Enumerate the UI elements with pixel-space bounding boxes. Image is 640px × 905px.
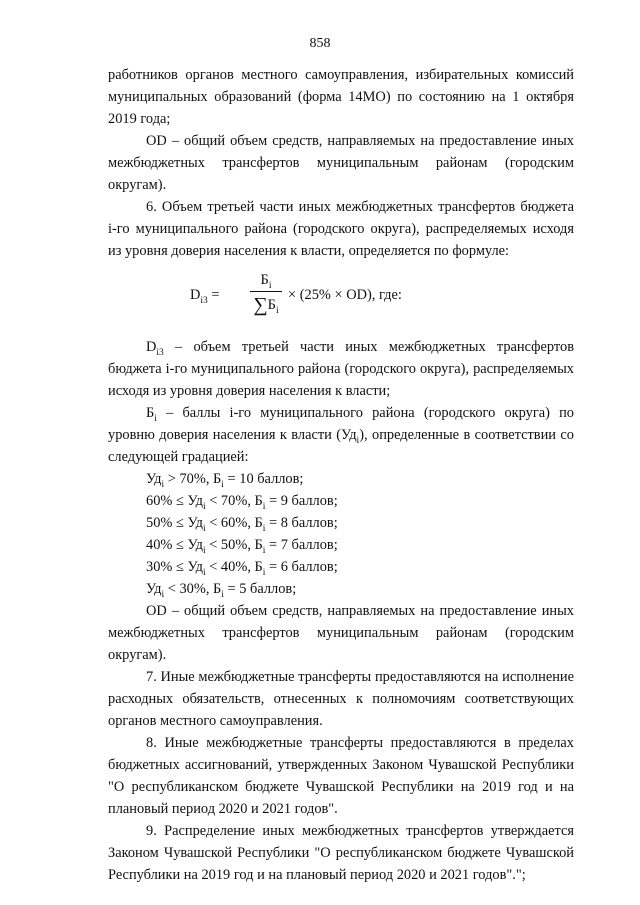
page-number: 858 — [309, 36, 331, 51]
gradation-line: $40\% \le Уд_i < 50\%$, $Б_i = 7$ баллов; — [146, 537, 338, 556]
gradation-line: $Уд_i > 70\%$, $Б_i = 10$ баллов; — [146, 471, 304, 490]
gradation-line: $30\% \le Уд_i < 40\%$, $Б_i = 6$ баллов; — [146, 559, 338, 578]
paragraph-item-9: 9. Распределение иных межбюджетных трансфертов утверждается Законом Чувашской Республики "О республиканском бюджете Чувашской Республики на 2019 год и на плановый период 2020 и 2021 годов"."; — [108, 823, 574, 883]
paragraph-di3-definition: $D_{i3}$ – объем третьей части иных межбюджетных трансфертов бюджета i-го муниципального района (городского округа), распределяемых исходя из уровня доверия населения к власти; — [108, 339, 574, 399]
gradation-line: $Уд_i < 30\%$, $Б_i = 5$ баллов; — [146, 581, 297, 600]
formula-lhs: $D_{i3}$ = — [190, 287, 220, 306]
formula-rhs: × (25% × OD), где: — [288, 287, 402, 303]
document-body — [108, 64, 574, 886]
paragraph-od-definition: OD – общий объем средств, направляемых на предоставление иных межбюджетных трансфертов муниципальным районам (городским округам). — [108, 133, 574, 193]
paragraph-continuation: работников органов местного самоуправления, избирательных комиссий муниципальных образований (форма 14МО) по состоянию на 1 октября 2019 года; — [108, 67, 574, 127]
paragraph-bi-definition: $Б_i$ – баллы i-го муниципального района (городского округа) по уровню доверия населения к власти $(Уд_i)$, определенные в соответствии со следующей градацией: — [108, 405, 574, 465]
gradation-line: $60\% \le Уд_i < 70\%$, $Б_i = 9$ баллов; — [146, 493, 338, 512]
formula-fraction — [250, 270, 282, 318]
paragraph-od-definition-2: OD – общий объем средств, направляемых на предоставление иных межбюджетных трансфертов муниципальным районам (городским округам). — [108, 603, 574, 663]
paragraph-item-7: 7. Иные межбюджетные трансферты предоставляются на исполнение расходных обязательств, отнесенных к полномочиям соответствующих органов местного самоуправления. — [108, 669, 574, 729]
formula-numerator: $Б_i$ — [250, 270, 282, 292]
gradation-line: $50\% \le Уд_i < 60\%$, $Б_i = 8$ баллов; — [146, 515, 338, 534]
formula — [108, 270, 574, 326]
formula-denominator: $\sum Б_i$ — [253, 294, 279, 316]
paragraph-item-6: 6. Объем третьей части иных межбюджетных трансфертов бюджета i-го муниципального района (городского округа), распределяемых исходя из уровня доверия населения к власти, определяется по формуле: — [108, 199, 574, 259]
paragraph-item-8: 8. Иные межбюджетные трансферты предоставляются в пределах бюджетных ассигнований, утвержденных Законом Чувашской Республики "О республиканском бюджете Чувашской Республики на 2019 год и на плановый период 2020 и 2021 годов". — [108, 735, 574, 817]
